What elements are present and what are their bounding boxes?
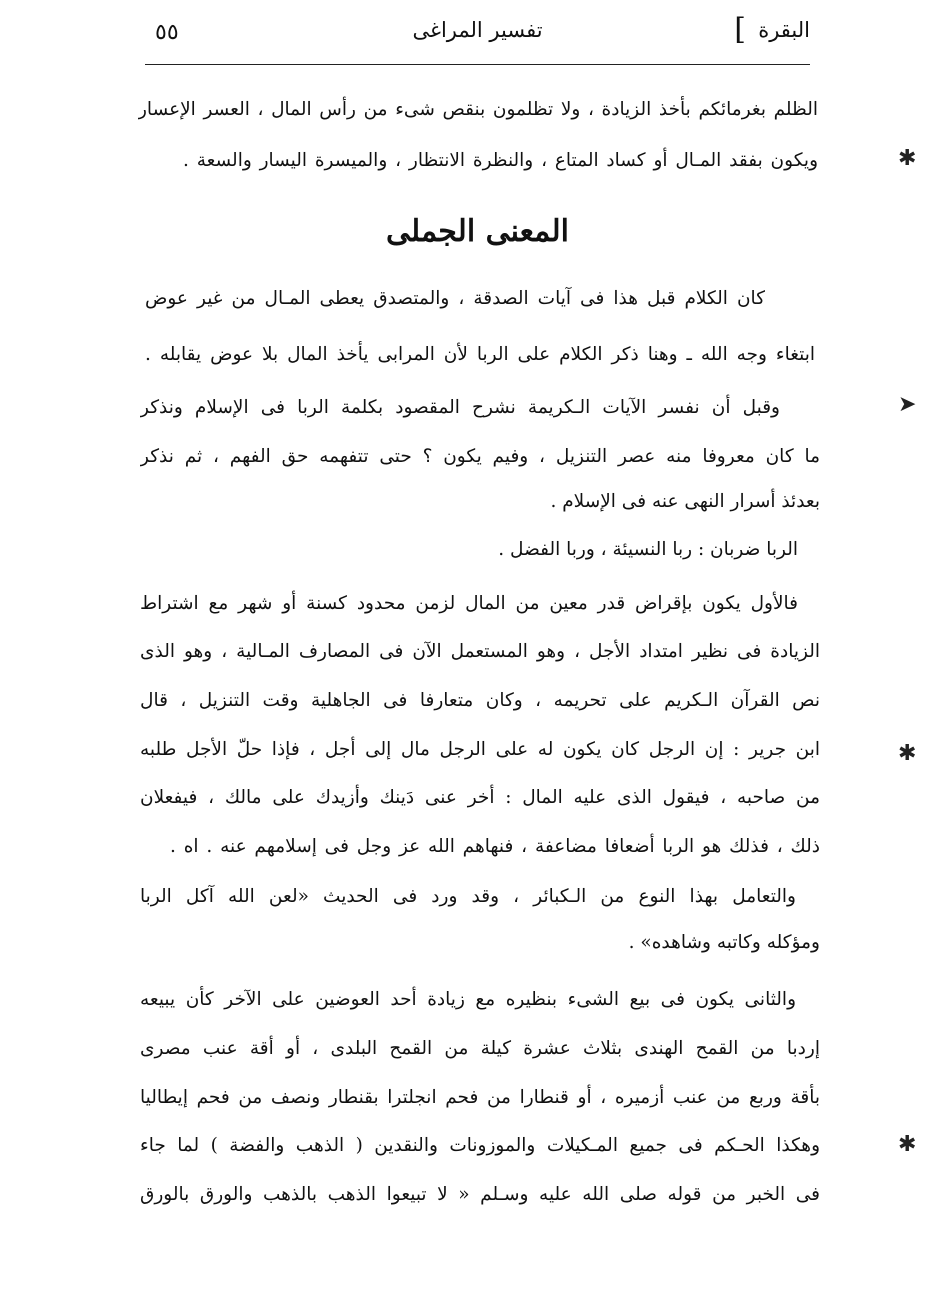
text-line: الظلم بغرمائكم بأخذ الزيادة ، ولا تظلمون بنقص شىء من رأس المال ، العسر الإعسار — [138, 99, 818, 120]
text-line: ومؤكله وكاتبه وشاهده» . — [628, 932, 820, 953]
text-line: ابتغاء وجه الله ـ وهنا ذكر الكلام على الربا لأن المرابى يأخذ المال بلا عوض يقابله . — [145, 344, 815, 365]
margin-ornament-icon: ✱ — [898, 1132, 917, 1157]
text-line: بأقة وربع من عنب أزميره ، أو قنطارا من فحم انجلترا بقنطار ونصف من فحم إيطاليا — [140, 1087, 820, 1108]
margin-ornament-icon: ✱ — [898, 741, 917, 766]
text-line: ابن جرير : إن الرجل كان يكون له على الرجل مال إلى أجل ، فإذا حلّ الأجل طلبه — [140, 739, 820, 760]
text-line: فالأول يكون بإقراض قدر معين من المال لزمن محدود كسنة أو شهر مع اشتراط — [140, 593, 798, 614]
page-header — [145, 12, 810, 62]
text-line: ما كان معروفا منه عصر التنزيل ، وفيم يكون ؟ حتى تتفهمه حق الفهم ، ثم نذكر — [140, 446, 820, 467]
text-line: وهكذا الحـكم فى جميع المـكيلات والموزونات والنقدين ( الذهب والفضة ) لما جاء — [140, 1135, 820, 1156]
page-number: ٥٥ — [155, 20, 179, 45]
header-bracket: ] — [734, 12, 746, 47]
sura-name: البقرة — [758, 18, 810, 42]
text-line: من صاحبه ، فيقول الذى عليه المال : أخر عنى دَينك وأزيدك على مالك ، فيفعلان — [140, 787, 820, 808]
text-line: إردبا من القمح الهندى بثلاث عشرة كيلة من القمح البلدى ، أو أقة عنب مصرى — [140, 1038, 820, 1059]
text-line: الربا ضربان : ربا النسيئة ، وربا الفضل . — [498, 539, 798, 560]
text-line: وقبل أن نفسر الآيات الـكريمة نشرح المقصود بكلمة الربا فى الإسلام ونذكر — [140, 397, 780, 418]
margin-ornament-icon: ➤ — [898, 392, 917, 417]
text-line: ذلك ، فذلك هو الربا أضعافا مضاعفة ، فنهاهم الله عز وجل فى إسلامهم عنه . اه . — [170, 836, 820, 857]
text-line: والتعامل بهذا النوع من الـكبائر ، وقد ورد فى الحديث «لعن الله آكل الربا — [140, 886, 796, 907]
text-line: نص القرآن الـكريم على تحريمه ، وكان متعارفا فى الجاهلية وقت التنزيل ، قال — [140, 690, 820, 711]
text-line: ويكون بفقد المـال أو كساد المتاع ، والنظرة الانتظار ، والميسرة اليسار والسعة . — [183, 150, 818, 171]
text-line: والثانى يكون فى بيع الشىء بنظيره مع زيادة أحد العوضين على الآخر كأن يبيعه — [140, 989, 796, 1010]
text-line: الزيادة فى نظير امتداد الأجل ، وهو المستعمل الآن فى المصارف المـالية ، وهو الذى — [140, 641, 820, 662]
text-line: بعدئذ أسرار النهى عنه فى الإسلام . — [550, 491, 820, 512]
text-line: فى الخبر من قوله صلى الله عليه وسـلم « لا تبيعوا الذهب بالذهب والورق بالورق — [140, 1184, 820, 1205]
header-rule — [145, 64, 810, 65]
section-heading: المعنى الجملى — [386, 214, 569, 249]
margin-ornament-icon: ✱ — [898, 146, 917, 171]
book-title: تفسير المراغى — [412, 18, 543, 42]
text-line: كان الكلام قبل هذا فى آيات الصدقة ، والمتصدق يعطى المـال من غير عوض — [145, 288, 765, 309]
